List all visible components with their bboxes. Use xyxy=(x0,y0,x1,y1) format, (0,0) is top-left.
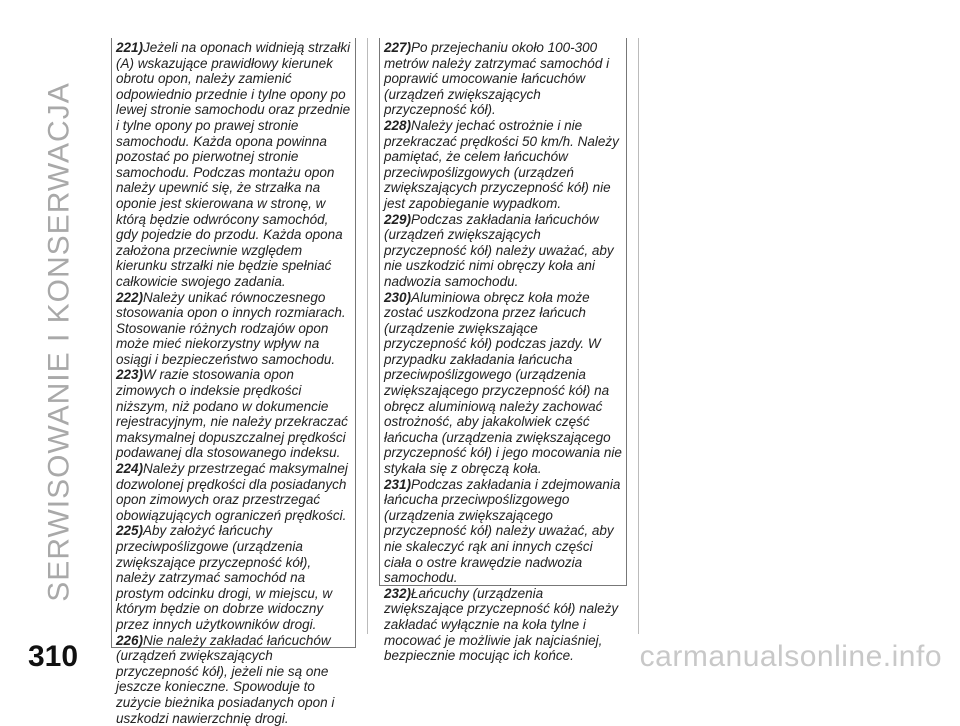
note-number: 228) xyxy=(384,117,412,133)
note-222 xyxy=(116,290,353,368)
section-title-text: SERWISOWANIE I KONSERWACJA xyxy=(43,82,76,602)
note-223 xyxy=(116,367,353,461)
note-text: Aluminiowa obręcz koła może zostać uszkodzona przez łańcuch (urządzenie zwiększające przyczepność kół) podczas jazdy. W przypadku zakładania łańcucha przeciwpoślizgowego (urządzenia zwiększającego przyczepność kół) na obręcz aluminiową należy zachować ostrożność, aby jakakolwiek część łańcucha (urządzenia zwiększającego przyczepność kół) i jego mocowania nie stykała się z obręczą koła. xyxy=(384,289,622,477)
note-224 xyxy=(116,461,353,523)
note-221 xyxy=(116,40,353,290)
warning-notes-right-column xyxy=(379,38,627,664)
note-text: Łańcuchy (urządzenia zwiększające przyczepność kół) należy zakładać wyłącznie na koła tylne i mocować je możliwie jak najciaśniej, bezpiecznie mocując ich końce. xyxy=(384,585,619,664)
note-232 xyxy=(384,586,624,664)
note-number: 223) xyxy=(116,367,144,383)
note-text: Nie należy zakładać łańcuchów (urządzeń zwiększających przyczepność kół), jeżeli nie są one jeszcze konieczne. Spowoduje to zużycie bieżnika posiadanych opon i uszkodzi nawierzchnię drogi. xyxy=(116,632,335,726)
note-number: 227) xyxy=(384,40,412,55)
note-229 xyxy=(384,212,624,290)
note-225 xyxy=(116,523,353,632)
warning-notes-left-column xyxy=(111,38,356,726)
note-text: Należy jechać ostrożnie i nie przekraczać prędkości 50 km/h. Należy pamiętać, że celem łańcuchów przeciwpoślizgowych (urządzeń zwiększających przyczepność kół) nie jest zapobieganie wypadkom. xyxy=(384,117,619,211)
column-divider xyxy=(367,38,368,634)
note-number: 221) xyxy=(116,40,144,55)
watermark: carmanualsonline.info xyxy=(639,640,942,673)
note-number: 222) xyxy=(116,289,144,305)
note-text: Jeżeli na oponach widnieją strzałki (A) wskazujące prawidłowy kierunek obrotu opon, należy zamienić odpowiednio przednie i tylne opony po lewej stronie samochodu oraz przednie i tylne opony po prawej stronie samochodu. Każda opona powinna pozostać po pierwotnej stronie samochodu. Podczas montażu opon należy upewnić się, że strzałka na oponie jest skierowana w stronę, w którą będzie odwrócony samochód, gdy pojedzie do przodu. Każda opona założona przeciwnie względem kierunku strzałki nie będzie spełniać całkowicie swojego zadania. xyxy=(116,40,351,289)
note-text: Po przejechaniu około 100-300 metrów należy zatrzymać samochód i poprawić umocowanie łańcuchów (urządzeń zwiększających przyczepność kół). xyxy=(384,40,610,118)
note-number: 229) xyxy=(384,211,412,227)
note-228 xyxy=(384,118,624,212)
note-text: Podczas zakładania łańcuchów (urządzeń zwiększających przyczepność kół) należy uważać, aby nie uszkodzić nimi obręczy koła ani nadwozia samochodu. xyxy=(384,211,614,289)
note-number: 231) xyxy=(384,476,412,492)
page-number: 310 xyxy=(28,640,79,673)
note-226 xyxy=(116,633,353,726)
note-text: Należy przestrzegać maksymalnej dozwolonej prędkości dla posiadanych opon zimowych oraz przestrzegać obowiązujących ograniczeń prędkości. xyxy=(116,461,348,523)
section-title xyxy=(30,32,90,652)
column-divider-right xyxy=(638,38,639,634)
note-text: Należy unikać równoczesnego stosowania opon o innych rozmiarach. Stosowanie różnych rodzajów opon może mieć niekorzystny wpływ na osiągi i bezpieczeństwo samochodu. xyxy=(116,289,346,367)
note-text: Aby założyć łańcuchy przeciwpoślizgowe (urządzenia zwiększające przyczepność kół), należy zatrzymać samochód na prostym odcinku drogi, w miejscu, w którym będzie on dobrze widoczny przez innych użytkowników drogi. xyxy=(116,523,333,632)
note-227 xyxy=(384,40,624,118)
note-number: 232) xyxy=(384,585,412,601)
note-230 xyxy=(384,290,624,477)
note-text: Podczas zakładania i zdejmowania łańcucha przeciwpoślizgowego (urządzenia zwiększającego przyczepność kół) należy uważać, aby nie skaleczyć rąk ani innych części ciała o ostre krawędzie nadwozia samochodu. xyxy=(384,476,621,586)
note-number: 230) xyxy=(384,289,412,305)
note-231 xyxy=(384,477,624,586)
note-number: 225) xyxy=(116,523,144,539)
note-number: 226) xyxy=(116,632,144,648)
note-number: 224) xyxy=(116,461,144,477)
note-text: W razie stosowania opon zimowych o indeksie prędkości niższym, niż podano w dokumencie rejestracyjnym, nie należy przekraczać maksymalnej dopuszczalnej prędkości podawanej dla stosowanego indeksu. xyxy=(116,367,348,461)
